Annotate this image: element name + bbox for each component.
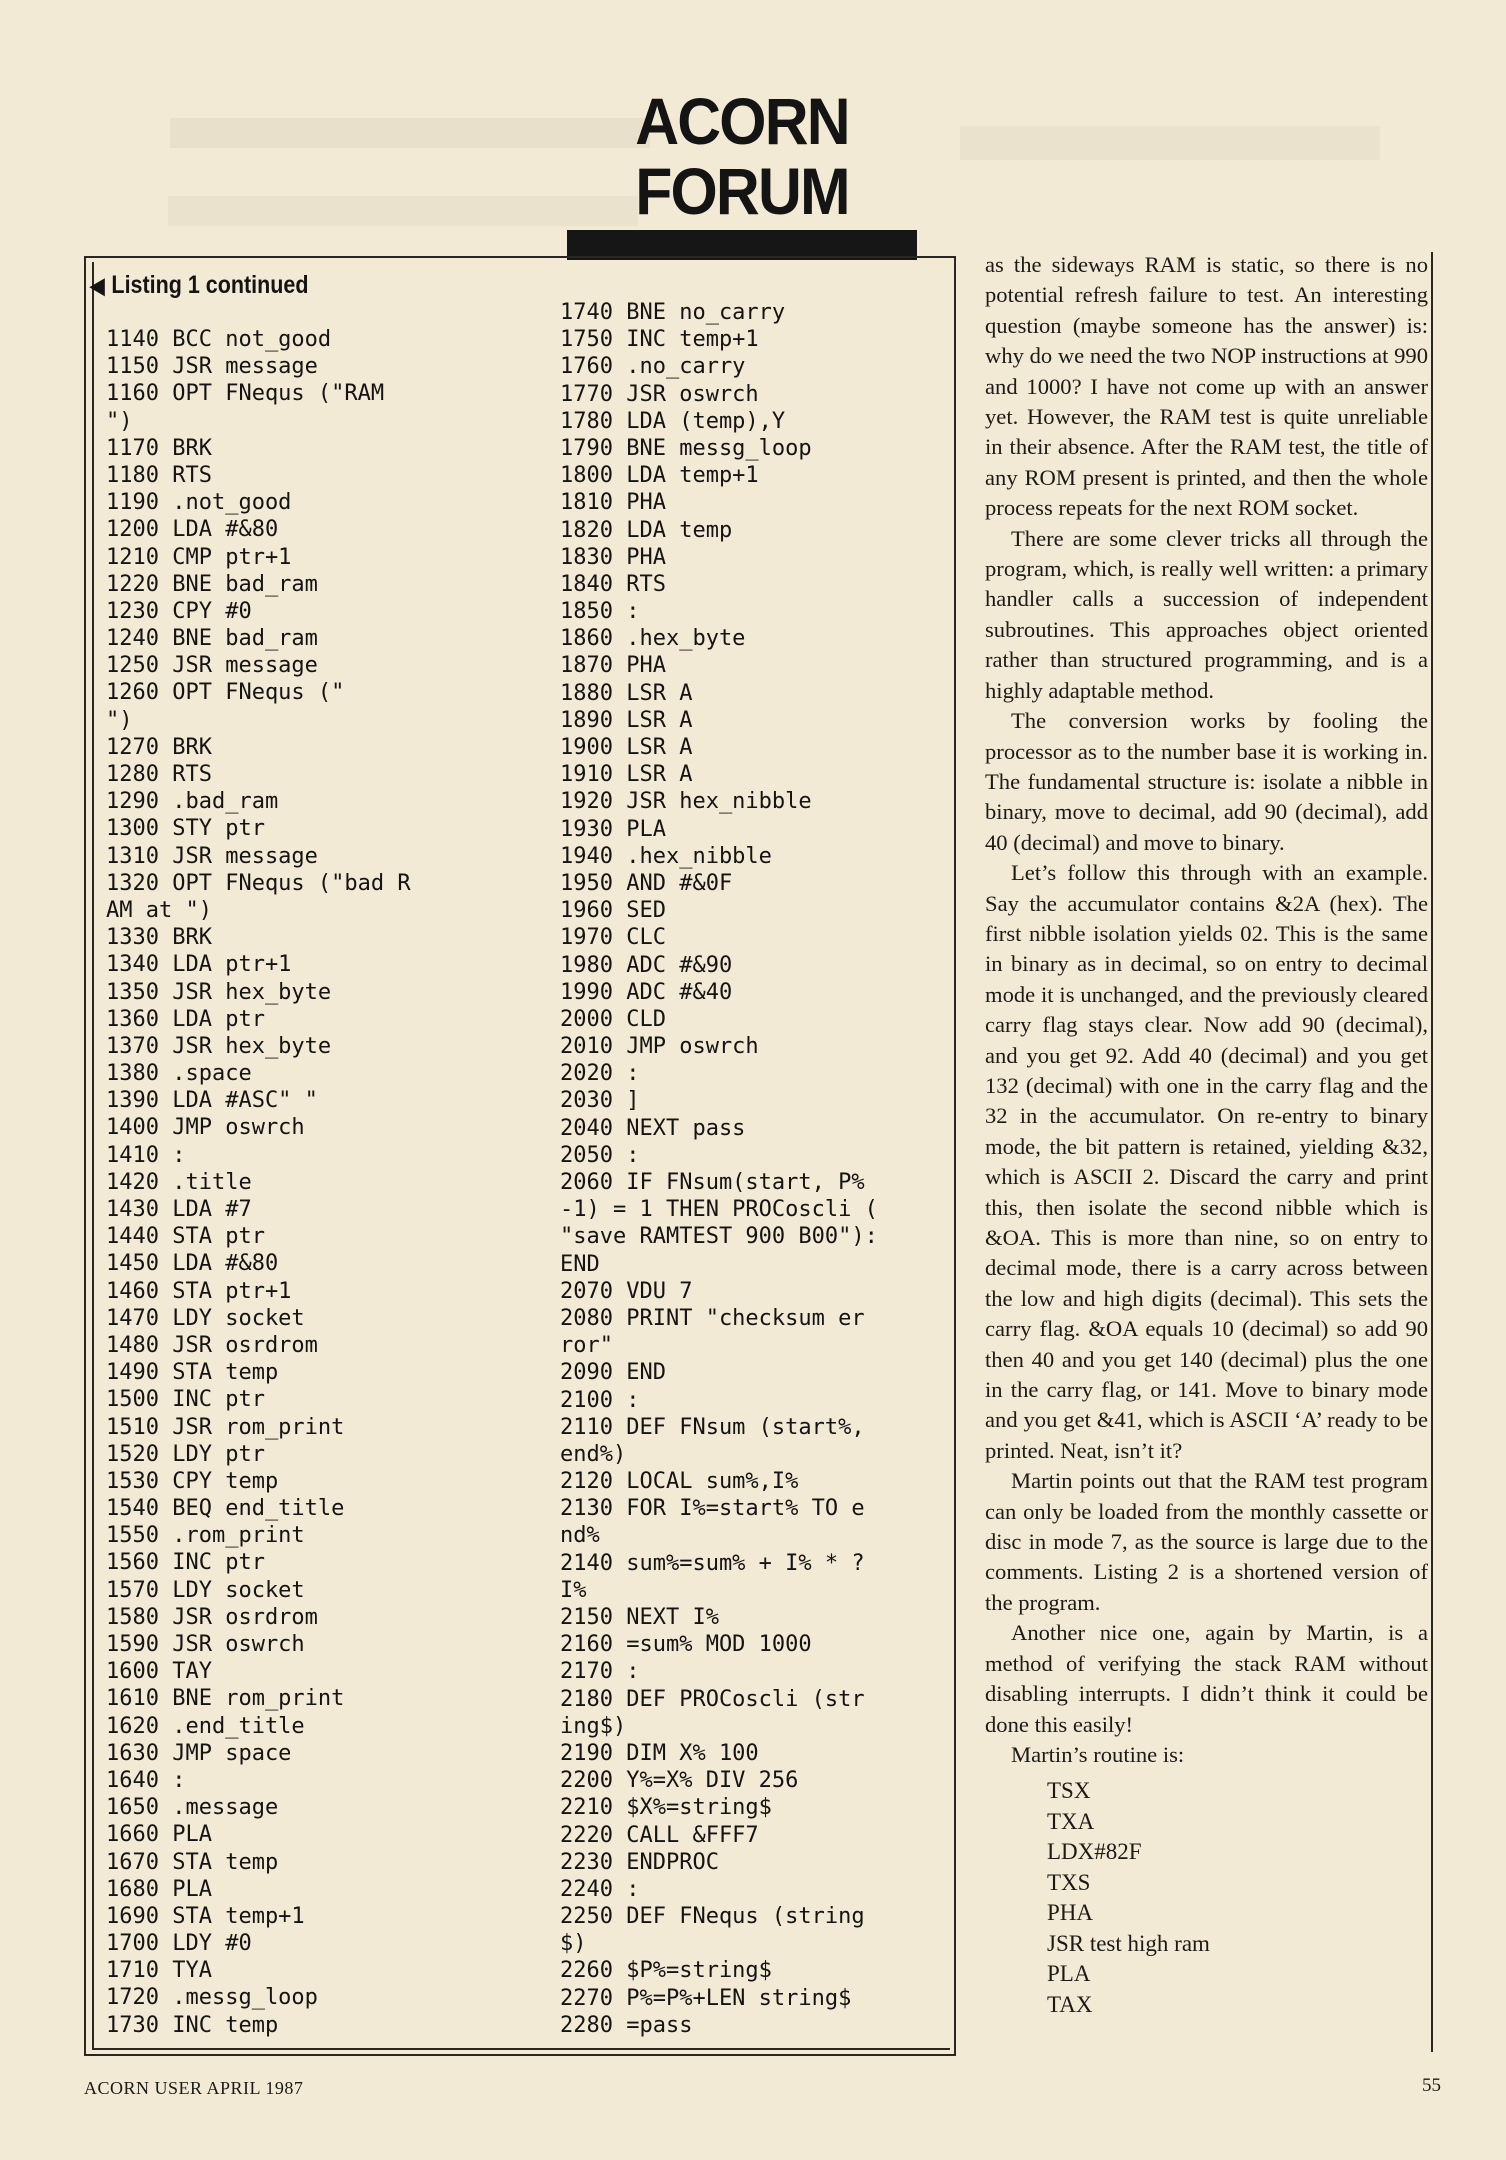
- publication-footer: ACORN USER APRIL 1987: [84, 2078, 304, 2098]
- assembler-routine: [1047, 1776, 1428, 2020]
- left-arrow-icon: ◀: [90, 273, 105, 298]
- code-line: I%: [560, 1577, 587, 1603]
- code-line: 2120 LOCAL sum%,I%: [560, 1469, 799, 1495]
- routine-line: LDX#82F: [1047, 1839, 1142, 1865]
- code-line: 1160 OPT FNequs ("RAM: [106, 381, 385, 407]
- code-column-1: [106, 326, 411, 2039]
- code-line: 1620 .end_title: [106, 1713, 305, 1739]
- code-line: 1830 PHA: [560, 544, 666, 570]
- code-line: 1250 JSR message: [106, 653, 318, 679]
- code-line: 1240 BNE bad_ram: [106, 626, 318, 652]
- routine-line: PHA: [1047, 1900, 1094, 1926]
- code-line: 1220 BNE bad_ram: [106, 571, 318, 597]
- code-line: 1970 CLC: [560, 925, 666, 951]
- code-line: 1330 BRK: [106, 925, 212, 951]
- code-line: 1370 JSR hex_byte: [106, 1033, 332, 1059]
- code-line: 1270 BRK: [106, 734, 212, 760]
- code-line: 2270 P%=P%+LEN string$: [560, 1985, 852, 2011]
- code-line: 1640 :: [106, 1767, 186, 1793]
- section-masthead: [562, 86, 922, 260]
- code-line: 2210 $X%=string$: [560, 1795, 772, 1821]
- code-line: nd%: [560, 1523, 600, 1549]
- section-title: ACORN FORUM: [635, 84, 849, 228]
- code-line: 2020 :: [560, 1061, 640, 1087]
- code-line: 1290 .bad_ram: [106, 789, 279, 815]
- code-line: 1950 AND #&0F: [560, 870, 733, 896]
- routine-line: PLA: [1047, 1961, 1091, 1987]
- code-line: 1750 INC temp+1: [560, 327, 759, 353]
- code-line: 1590 JSR oswrch: [106, 1632, 305, 1657]
- code-line: 1700 LDY #0: [106, 1931, 252, 1957]
- code-line: 2200 Y%=X% DIV 256: [560, 1768, 799, 1794]
- code-line: 1880 LSR A: [560, 680, 693, 706]
- code-line: 1350 JSR hex_byte: [106, 979, 332, 1005]
- code-line: "save RAMTEST 900 B00"):: [560, 1224, 878, 1250]
- code-line: 1180 RTS: [106, 462, 212, 488]
- code-line: 1890 LSR A: [560, 707, 693, 733]
- routine-line: TXA: [1047, 1808, 1095, 1834]
- article-paragraph: Martin’s routine is:: [1011, 1741, 1185, 1767]
- code-line: 1420 .title: [106, 1169, 252, 1195]
- code-line: 1710 TYA: [106, 1958, 212, 1984]
- code-line: 1800 LDA temp+1: [560, 463, 759, 489]
- code-line: 2230 ENDPROC: [560, 1849, 719, 1875]
- code-column-2: [560, 299, 878, 2039]
- article-paragraphs: [985, 250, 1428, 1770]
- code-line: 1920 JSR hex_nibble: [560, 789, 812, 815]
- code-line: 1680 PLA: [106, 1876, 212, 1902]
- code-line: 2240 :: [560, 1876, 640, 1902]
- code-line: END: [560, 1251, 600, 1277]
- code-line: ror": [560, 1333, 613, 1359]
- code-line: 1570 LDY socket: [106, 1577, 305, 1603]
- code-line: 1770 JSR oswrch: [560, 381, 759, 407]
- article-paragraph: Martin points out that the RAM test program can only be loaded from the monthly cassette or disc in mode 7, as the source is large due to the comments. Listing 2 is a shortened version of the program.: [985, 1468, 1428, 1615]
- article-paragraph: Another nice one, again by Martin, is a method of verifying the stack RAM without disabling interrupts. I didn’t think it could be done this easily!: [985, 1620, 1428, 1737]
- code-line: 1860 .hex_byte: [560, 626, 746, 652]
- article-paragraph: as the sideways RAM is static, so there is no potential refresh failure to test. An interesting question (maybe someone has the answer) is: why do we need the two NOP instructions at 990 and 1000? I have not come up with an answer yet. However, the RAM test is quite unreliable in their absence. After the RAM test, the title of any ROM present is printed, and then the whole process repeats for the next ROM socket.: [985, 252, 1428, 521]
- code-line: 1820 LDA temp: [560, 517, 733, 543]
- code-line: 1840 RTS: [560, 571, 666, 597]
- code-line: 1630 JMP space: [106, 1740, 292, 1766]
- code-line: 1760 .no_carry: [560, 354, 746, 380]
- code-line: 1320 OPT FNequs ("bad R: [106, 870, 411, 896]
- code-line: 2170 :: [560, 1659, 640, 1685]
- code-line: 2000 CLD: [560, 1006, 666, 1032]
- code-line: 1430 LDA #7: [106, 1197, 252, 1222]
- code-line: 2130 FOR I%=start% TO e: [560, 1496, 865, 1522]
- code-line: 1210 CMP ptr+1: [106, 544, 292, 570]
- routine-line: TAX: [1047, 1991, 1093, 2017]
- code-line: 1510 JSR rom_print: [106, 1414, 345, 1440]
- code-line: 1470 LDY socket: [106, 1305, 305, 1331]
- code-line: 1450 LDA #&80: [106, 1251, 279, 1277]
- code-line: 1660 PLA: [106, 1822, 212, 1848]
- code-line: 1870 PHA: [560, 653, 666, 679]
- listing-heading: [90, 271, 309, 300]
- code-line: 1790 BNE messg_loop: [560, 435, 812, 461]
- code-line: 2140 sum%=sum% + I% * ?: [560, 1550, 865, 1576]
- code-line: 1850 :: [560, 599, 640, 625]
- code-line: 1810 PHA: [560, 490, 666, 516]
- code-line: 2060 IF FNsum(start, P%: [560, 1170, 865, 1195]
- code-line: 2150 NEXT I%: [560, 1605, 719, 1630]
- code-line: 2260 $P%=string$: [560, 1958, 772, 1984]
- code-line: 1340 LDA ptr+1: [106, 952, 292, 978]
- code-line: 1560 INC ptr: [106, 1550, 265, 1576]
- code-line: 1600 TAY: [106, 1659, 212, 1685]
- code-line: 1650 .message: [106, 1795, 279, 1821]
- code-line: 1140 BCC not_good: [106, 327, 332, 352]
- code-line: 1980 ADC #&90: [560, 952, 733, 978]
- code-line: 1260 OPT FNequs (": [106, 680, 345, 706]
- code-line: 2190 DIM X% 100: [560, 1740, 759, 1766]
- code-line: 2080 PRINT "checksum er: [560, 1305, 865, 1331]
- code-line: 1280 RTS: [106, 762, 212, 787]
- code-line: 2250 DEF FNequs (string: [560, 1904, 865, 1930]
- code-line: 1580 JSR osrdrom: [106, 1604, 318, 1630]
- code-line: 1990 ADC #&40: [560, 979, 733, 1005]
- code-line: -1) = 1 THEN PROCoscli (: [560, 1197, 878, 1223]
- code-line: ing$): [560, 1713, 627, 1739]
- code-line: 1190 .not_good: [106, 490, 292, 516]
- code-line: 2110 DEF FNsum (start%,: [560, 1414, 865, 1440]
- code-line: 1230 CPY #0: [106, 598, 252, 624]
- code-line: "): [106, 707, 133, 733]
- code-line: 2010 JMP oswrch: [560, 1034, 759, 1060]
- code-line: AM at "): [106, 897, 212, 923]
- code-line: 1910 LSR A: [560, 762, 693, 788]
- routine-line: TXS: [1047, 1869, 1091, 1895]
- code-line: 1300 STY ptr: [106, 816, 265, 842]
- page-number: 55: [1422, 2075, 1441, 2096]
- code-line: 1150 JSR message: [106, 354, 318, 380]
- code-line: 1490 STA temp: [106, 1360, 279, 1386]
- code-line: 1390 LDA #ASC" ": [106, 1088, 318, 1114]
- code-line: 1670 STA temp: [106, 1849, 279, 1875]
- code-line: 2100 :: [560, 1387, 640, 1413]
- code-line: 1170 BRK: [106, 435, 212, 461]
- code-line: "): [106, 408, 133, 434]
- routine-line: JSR test high ram: [1047, 1930, 1210, 1956]
- code-line: 1440 STA ptr: [106, 1224, 265, 1250]
- show-through-block-3: [960, 126, 1380, 160]
- article-text: [985, 250, 1428, 2020]
- code-line: 2180 DEF PROCoscli (str: [560, 1686, 865, 1712]
- code-line: 1940 .hex_nibble: [560, 843, 772, 869]
- listing-heading-text: Listing 1 continued: [111, 271, 309, 299]
- code-line: 1500 INC ptr: [106, 1387, 265, 1413]
- code-line: 1520 LDY ptr: [106, 1441, 265, 1467]
- code-line: 2280 =pass: [560, 2012, 693, 2038]
- article-paragraph: There are some clever tricks all through the program, which, is really well written: a primary handler calls a succession of independent subroutines. This approaches object oriented rather than structured programming, and is a highly adaptable method.: [985, 525, 1428, 703]
- code-line: 2050 :: [560, 1142, 640, 1168]
- code-line: 1720 .messg_loop: [106, 1985, 318, 2011]
- code-line: 1380 .space: [106, 1061, 252, 1087]
- code-line: 1200 LDA #&80: [106, 517, 279, 543]
- code-line: 1310 JSR message: [106, 843, 318, 869]
- article-paragraph: Let’s follow this through with an example. Say the accumulator contains &2A (hex). The first nibble isolation yields 02. This is the same in binary as in decimal, so on entry to decimal mode it is unchanged, and the previously cleared carry flag stays clear. Now add 90 (decimal), and you get 92. Add 40 (decimal) and you get 132 (decimal) with one in the carry flag and the 32 in the accumulator. On re-entry to binary mode, the bit pattern is retained, yielding &32, which is ASCII 2. Discard the carry and print this, then isolate the second nibble which is &OA. This is more than nine, so on entry to decimal mode, there is a carry across between the low and high digits (decimal). This sets the carry flag. &OA equals 10 (decimal) so add 90 then 40 and you get 140 (decimal) plus the one in the carry flag, or 141. Move to binary mode and you get &41, which is ASCII ‘A’ ready to be printed. Neat, isn’t it?: [985, 860, 1428, 1463]
- column-rule: [1431, 252, 1433, 2052]
- code-line: 1730 INC temp: [106, 2012, 279, 2038]
- code-line: end%): [560, 1441, 627, 1467]
- code-line: 1530 CPY temp: [106, 1468, 279, 1494]
- code-line: $): [560, 1931, 587, 1957]
- code-line: 2090 END: [560, 1360, 666, 1386]
- code-line: 2040 NEXT pass: [560, 1115, 746, 1141]
- code-line: 1400 JMP oswrch: [106, 1115, 305, 1141]
- code-line: 1550 .rom_print: [106, 1523, 305, 1549]
- code-line: 1480 JSR osrdrom: [106, 1332, 318, 1358]
- code-line: 1930 PLA: [560, 816, 666, 842]
- code-line: 2220 CALL &FFF7: [560, 1822, 759, 1848]
- code-line: 2160 =sum% MOD 1000: [560, 1632, 812, 1658]
- article-paragraph: The conversion works by fooling the processor as to the number base it is working in. The fundamental structure is: isolate a nibble in binary, move to decimal, add 90 (decimal), add 40 (decimal) and move to binary.: [985, 708, 1428, 855]
- code-line: 1690 STA temp+1: [106, 1903, 305, 1929]
- code-line: 1610 BNE rom_print: [106, 1686, 345, 1712]
- code-line: 1740 BNE no_carry: [560, 300, 786, 325]
- code-line: 1900 LSR A: [560, 735, 693, 760]
- code-line: 1540 BEQ end_title: [106, 1496, 345, 1522]
- code-line: 1960 SED: [560, 898, 666, 924]
- code-line: 2030 ]: [560, 1088, 640, 1114]
- code-line: 1360 LDA ptr: [106, 1006, 265, 1032]
- code-line: 1410 :: [106, 1142, 186, 1168]
- code-line: 1780 LDA (temp),Y: [560, 408, 786, 434]
- code-line: 1460 STA ptr+1: [106, 1278, 292, 1304]
- routine-line: TSX: [1047, 1778, 1091, 1804]
- code-line: 2070 VDU 7: [560, 1278, 693, 1304]
